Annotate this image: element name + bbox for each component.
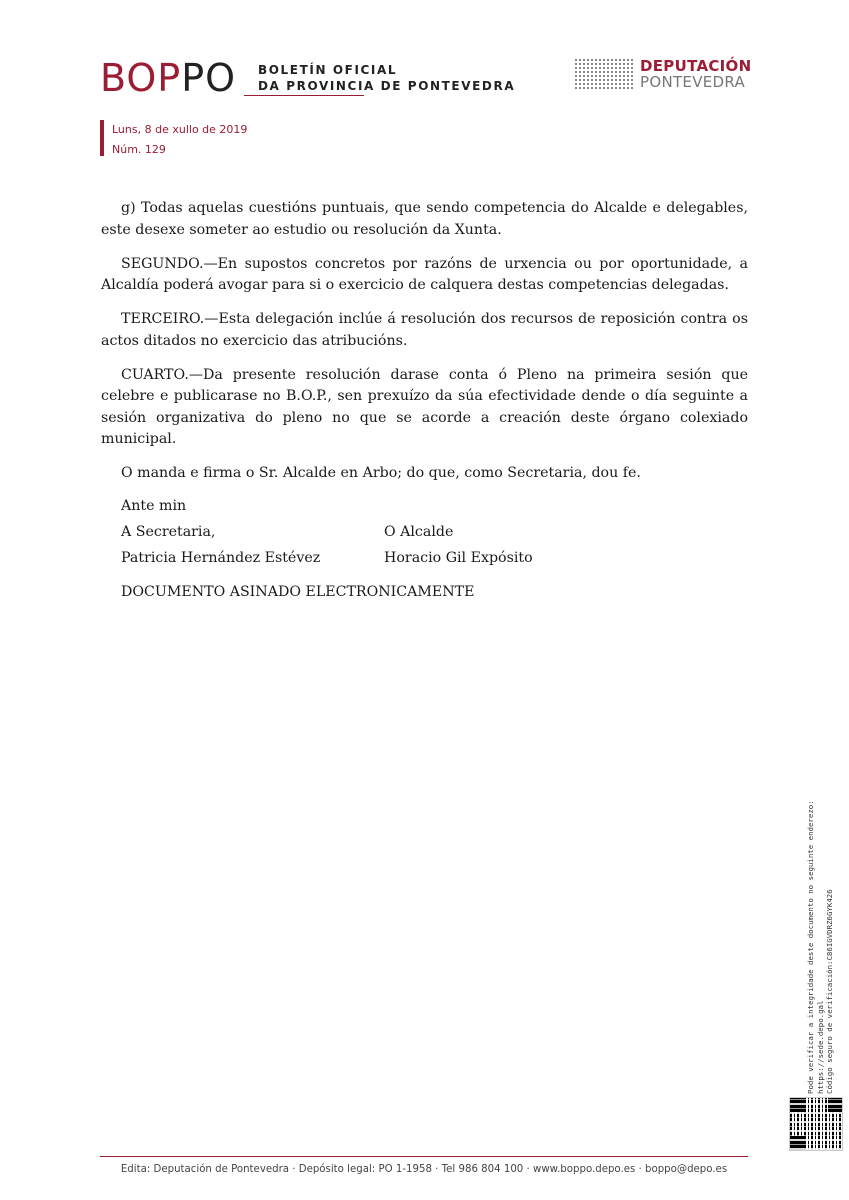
signed-electronically-note: DOCUMENTO ASINADO ELECTRONICAMENTE — [121, 583, 475, 600]
verification-text: Pode verificar a integridade deste documento no seguinte enderezo: https://sede.depo.gal Código seguro de verificación:C86IGVDRZ6GYK426 — [806, 800, 834, 1094]
paragraph: TERCEIRO.—Esta delegación inclúe á resolución dos recursos de reposición contra os actos ditados no exercicio das atribucións. — [101, 311, 748, 349]
logo-po: PO — [181, 56, 237, 100]
bulletin-title-line2: DA PROVINCIA DE PONTEVEDRA — [258, 79, 516, 93]
paragraph: SEGUNDO.—En supostos concretos por razóns de urxencia ou por oportunidade, a Alcaldía poderá avogar para si o exercicio de calquera destas competencias delegadas. — [101, 255, 748, 293]
footer-text: Edita: Deputación de Pontevedra · Depósito legal: PO 1-1958 · Tel 986 804 100 · www.boppo.depo.es · boppo@depo.es — [120, 1164, 728, 1175]
document-body — [101, 198, 748, 615]
mayor-name: Horacio Gil Expósito — [384, 549, 533, 566]
secretary-name: Patricia Hernández Estévez — [121, 549, 321, 566]
logo-bop: BOP — [100, 56, 182, 100]
verification-link[interactable]: https://sede.depo.gal — [815, 1000, 825, 1094]
paragraph: CUARTO.—Da presente resolución darase conta ó Pleno na primeira sesión que celebre e publicarase no B.O.P., sen prexuízo da súa efectividade dende o día seguinte a sesión organizativa do pleno no que se acorde a creación deste órgano colexiado municipal. — [101, 366, 748, 447]
paragraph: g) Todas aquelas cuestións puntuais, que sendo competencia do Alcalde e delegables, este desexe someter ao estudio ou resolución da Xunta. — [101, 200, 748, 238]
paragraph: O manda e firma o Sr. Alcalde en Arbo; do que, como Secretaria, dou fe. — [121, 465, 641, 481]
mayor-role: O Alcalde — [384, 523, 454, 540]
signature-roles — [101, 519, 748, 545]
secretary-role: A Secretaria, — [121, 523, 216, 540]
issue-info — [100, 120, 247, 156]
issue-date: Luns, 8 de xullo de 2019 — [112, 123, 248, 136]
issue-number: Núm. 129 — [112, 143, 166, 156]
footer-divider — [100, 1156, 748, 1157]
boppo-logo — [100, 56, 237, 100]
logo-underline — [244, 95, 364, 96]
deputacion-name: DEPUTACIÓN — [640, 57, 752, 75]
signature-names — [101, 545, 748, 571]
bulletin-title — [258, 62, 515, 94]
ante-min: Ante min — [121, 497, 187, 514]
deputacion-province: PONTEVEDRA — [640, 73, 746, 91]
deputacion-logo — [574, 58, 751, 90]
qr-code-icon — [790, 1098, 842, 1150]
deputacion-dots-icon — [574, 58, 634, 90]
bulletin-title-line1: BOLETÍN OFICIAL — [258, 63, 398, 77]
